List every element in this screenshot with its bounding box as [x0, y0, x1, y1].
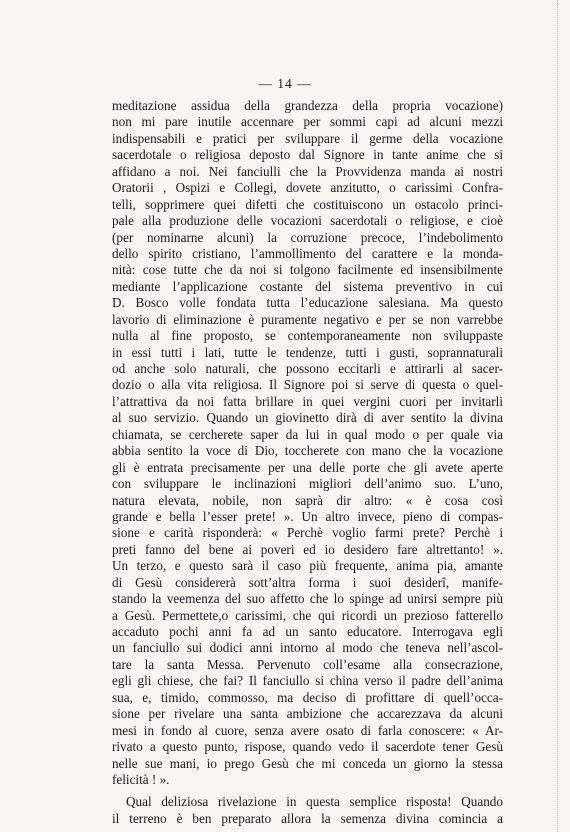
text-line: sua, e, timido, commosso, ma deciso di profittare di quell’occa- — [112, 689, 503, 705]
text-line: con sviluppare le inclinazioni migliori dell’animo suo. L’uno, — [112, 476, 503, 492]
text-line: meditazione assidua della grandezza della propria vocazione) — [112, 98, 503, 113]
text-line: affidano a noi. Nei fanciulli che la Provvidenza manda ai nostri — [112, 163, 503, 179]
text-line: egli gli chiese, che fai? Il fanciullo si china verso il padre dell’anima — [112, 673, 503, 689]
text-line: Qual deliziosa rivelazione in questa semplice risposta! Quando — [126, 794, 503, 810]
page-edge-mark — [556, 0, 558, 832]
paragraph — [112, 98, 503, 788]
text-line: a Gesù. Permettete,o carissimi, che qui ricordi un prezioso fatterello — [112, 607, 503, 623]
text-line: od anche solo naturali, che possono eccitarli e attirarli al sacer- — [112, 361, 503, 376]
text-line: rivato a questo punto, rispose, quando vedo il sacerdote tener Gesù — [112, 739, 503, 755]
text-line: mediante l’applicazione costante del sistema preventivo in cui — [112, 278, 503, 294]
text-line: D. Bosco volle fondata tutta l’educazione salesiana. Ma questo — [112, 295, 503, 311]
text-line: preti fanno del bene ai poveri ed io desidero fare altrettanto! ». — [112, 541, 503, 557]
text-line: chiamata, se cercherete saper da lui in qual modo o per quale via — [112, 426, 503, 442]
text-line: nulla al fine proposto, se contemporaneamente non sviluppaste — [112, 328, 503, 344]
text-line: dello spirito cristiano, l’ammollimento del carattere e la monda- — [112, 245, 503, 261]
text-line: di Gesù considererà sott’altra forma i suoi desiderî, manife- — [112, 574, 503, 590]
text-line: tare la santa Messa. Pervenuto coll’esame alla consecrazione, — [112, 656, 503, 672]
text-line: Oratorii , Ospizi e Collegi, dovete anzitutto, o carissimi Confra- — [112, 180, 503, 196]
text-line: sione e carità risponderà: « Perchè voglio farmi prete? Perchè i — [112, 525, 503, 541]
text-line: abbia sentito la voce di Dio, toccherete con mano che la vocazione — [112, 443, 503, 459]
text-line: dozio o alla vita religiosa. Il Signore poi si serve di questa o quel- — [112, 377, 503, 393]
text-line: sione per rivelare una santa ambizione che accarezzava da alcuni — [112, 706, 503, 722]
text-line: gli è entrata precisamente per una delle porte che gli avete aperte — [112, 459, 503, 475]
text-line: lavorio di eliminazione è puramente negativo e per se non varrebbe — [112, 311, 503, 327]
text-line: accaduto pochi anni fa ad un santo educatore. Interrogava egli — [112, 624, 503, 639]
text-line: natura elevata, nobile, non saprà dir altro: « è cosa così — [112, 492, 503, 508]
text-line: pale alla produzione delle vocazioni sacerdotali o religiose, e cioè — [112, 213, 503, 229]
text-line: nità: cose tutte che da noi si tolgono facilmente ed insensibilmente — [112, 262, 503, 278]
text-line: (per nominarne alcuni) la corruzione precoce, l’indebolimento — [112, 229, 503, 245]
text-line: l’attrattiva da noi fatta brillare in quei vergini cuori per invitarli — [112, 393, 503, 409]
page-number: — 14 — — [258, 76, 312, 91]
body-text — [112, 98, 503, 827]
text-line: non mi pare inutile accennare per sommi capi ad alcuni mezzi — [112, 114, 503, 130]
text-line: al suo servizio. Quando un giovinetto dirà di aver sentito la divina — [112, 410, 503, 426]
text-line: telli, sopprimere quei difetti che costituiscono un ostacolo princi- — [112, 196, 503, 212]
text-line: il terreno è ben preparato allora la semenza divina comincia a — [112, 810, 503, 826]
text-line: grande e bella l’esser prete! ». Un altro invece, pieno di compas- — [112, 508, 503, 524]
text-line: nelle sue mani, io prego Gesù che mi conceda un giorno la stessa — [112, 755, 503, 771]
text-line: sacerdotale o religiosa deposto dal Signore in tante anime che si — [112, 147, 503, 163]
text-line: felicità ! ». — [112, 771, 170, 787]
text-line: mesi in fondo al cuore, senza avere osato di farla conoscere: « Ar- — [112, 722, 503, 738]
text-line: in essi tutti i lati, tutte le tendenze, tutti i gusti, soprannaturali — [112, 344, 503, 360]
text-line: Un terzo, e questo sarà il caso più frequente, anima pia, amante — [112, 558, 503, 574]
text-line: un fanciullo sui dodici anni intorno al modo che teneva nell’ascol- — [112, 640, 503, 656]
text-line: stando la veemenza del suo affetto che lo spinge ad unirsi sempre più — [112, 591, 503, 607]
text-line: indispensabili e pratici per sviluppare il germe della vocazione — [112, 130, 503, 146]
paragraph — [112, 794, 503, 827]
